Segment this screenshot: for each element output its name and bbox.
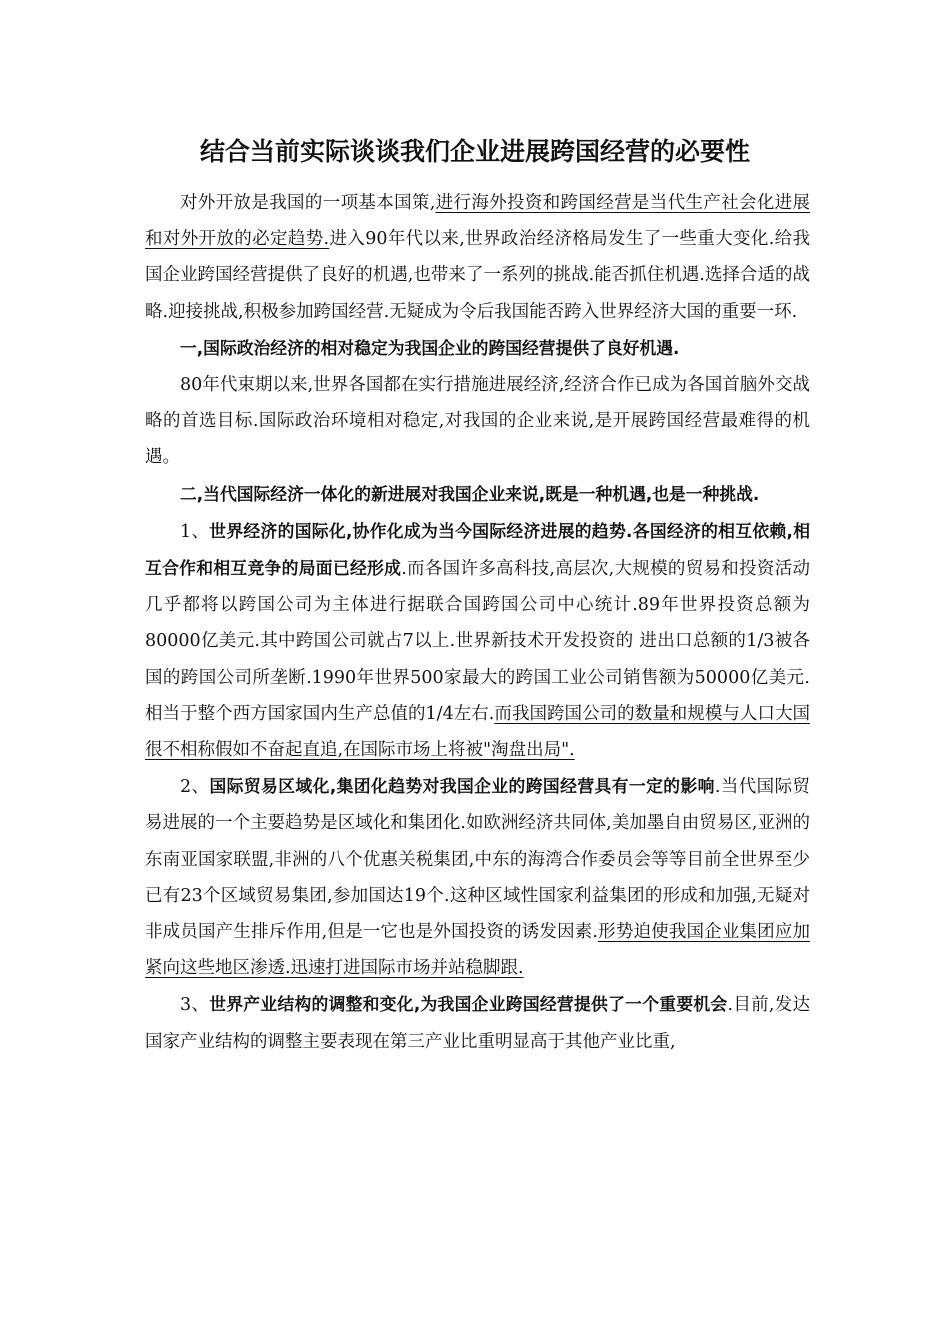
document-body bbox=[145, 185, 810, 1060]
underlined-text: 形势迫使我国企业集团应加紧向这些地区渗透.迅速打进国际市场并站稳脚跟. bbox=[145, 922, 811, 979]
body-text: 80年代束期以来,世界各国都在实行措施进展经济,经济合作已成为各国首脑外交战略的首选目标.国际政治环境相对稳定,对我国的企业来说,是开展跨国经营最难得的机遇。 bbox=[145, 375, 810, 468]
paragraph bbox=[145, 986, 810, 1059]
body-text: 1、 bbox=[180, 521, 210, 542]
body-text: 3、 bbox=[180, 995, 210, 1016]
underlined-text: 进行海外投资和跨国经营是当代生产社会化进展和对外开放的必定趋势. bbox=[145, 193, 811, 250]
paragraph bbox=[145, 513, 810, 768]
body-text: 进入90年代以来,世界政治经济格局发生了一些重大变化.给我国企业跨国经营提供了良好的机遇,也带来了一系列的挑战.能否抓住机遇.选择合适的战略.迎接挑战,积极参加跨国经营.无疑成为令后我国能否跨入世界经济大国的重要一环. bbox=[145, 229, 810, 322]
paragraph bbox=[145, 185, 810, 330]
paragraph bbox=[145, 476, 810, 513]
underlined-text: 而我国跨国公司的数量和规模与人口大国很不相称假如不奋起直追,在国际市场上将被"淘盘出局". bbox=[145, 703, 811, 761]
paragraph bbox=[145, 768, 810, 986]
bold-heading-text: 一,国际政治经济的相对稳定为我国企业的跨国经营提供了良好机遇. bbox=[180, 337, 680, 358]
body-text: .目前,发达国家产业结构的调整主要表现在第三产业比重明显高于其他产业比重, bbox=[145, 995, 810, 1052]
paragraph bbox=[145, 330, 810, 367]
bold-heading-text: 世界经济的国际化,协作化成为当今国际经济进展的趋势.各国经济的相互依赖,相互合作和相互竞争的局面已经形成 bbox=[145, 520, 810, 579]
paragraph bbox=[145, 367, 810, 476]
body-text: 对外开放是我国的一项基本国策, bbox=[180, 193, 436, 213]
body-text: .而各国许多高科技,高层次,大规模的贸易和投资活动几乎都将以跨国公司为主体进行据联合国跨国公司中心统计.89年世界投资总额为80000亿美元.其中跨国公司就占7以上.世界新技术开发投资的 进出口总额的1/3被各国的跨国公司所垄断.1990年世界500家最大的跨国工业公司销售额为50000亿美元.相当于整个西方国家国内生产总值的1/4左右. bbox=[145, 559, 810, 724]
body-text: .当代国际贸易进展的一个主要趋势是区域化和集团化.如欧洲经济共同体,美加墨自由贸易区,亚洲的东南亚国家联盟,非洲的八个优惠关税集团,中东的海湾合作委员会等等目前全世界至少已有23个区域贸易集团,参加国达19个.这种区域性国家利益集团的形成和加强,无疑对非成员国产生排斥作用,但是一它也是外国投资的诱发因素. bbox=[145, 777, 810, 943]
bold-heading-text: 世界产业结构的调整和变化,为我国企业跨国经营提供了一个重要机会 bbox=[209, 994, 728, 1015]
document-title: 结合当前实际谈谈我们企业进展跨国经营的必要性 bbox=[199, 137, 750, 166]
body-text: 2、 bbox=[180, 777, 210, 798]
bold-heading-text: 二,当代国际经济一体化的新进展对我国企业来说,既是一种机遇,也是一种挑战. bbox=[180, 483, 760, 504]
bold-heading-text: 国际贸易区域化,集团化趋势对我国企业的跨国经营具有一定的影响 bbox=[209, 776, 715, 797]
